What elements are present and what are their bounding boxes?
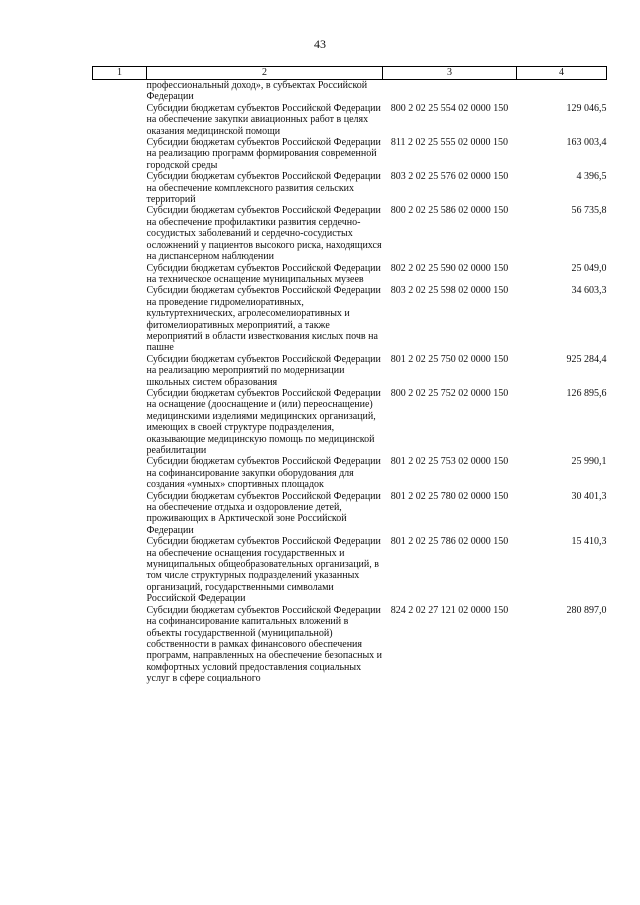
table-row: [93, 263, 607, 286]
row-amount: 25 990,1: [571, 456, 607, 468]
row-amount: 15 410,3: [571, 536, 607, 548]
row-amount: 4 396,5: [576, 171, 607, 183]
row-description: Субсидии бюджетам субъектов Российской Федерации на софинансирование закупки оборудования для создания «умных» спортивных площадок: [146, 456, 381, 491]
row-budget-code: 801 2 02 25 750 02 0000 150: [390, 353, 509, 365]
row-amount: 129 046,5: [566, 102, 607, 114]
row-description: Субсидии бюджетам субъектов Российской Федерации на обеспечение профилактики развития сердечно-сосудистых заболеваний и сердечно-сосудистых осложнений у пациентов высокого риска, находящихся на диспансерном наблюдении: [146, 205, 382, 263]
row-amount: 925 284,4: [566, 353, 607, 365]
table-row: [93, 456, 607, 490]
row-budget-code: 824 2 02 27 121 02 0000 150: [390, 604, 509, 616]
table-row: [93, 171, 607, 205]
row-budget-code: 801 2 02 25 780 02 0000 150: [390, 490, 509, 502]
row-description: Субсидии бюджетам субъектов Российской Федерации на обеспечение оснащения государственных и муниципальных общеобразовательных организаций, в том числе структурных подразделений указанных организаций, государственными символами Российской Федерации: [146, 536, 381, 605]
column-header-2: 2: [147, 67, 383, 80]
row-amount: 280 897,0: [566, 604, 607, 616]
row-description: Субсидии бюджетам субъектов Российской Федерации на реализацию программ формирования современной городской среды: [146, 137, 381, 171]
row-description: Субсидии бюджетам субъектов Российской Федерации на софинансирование капитальных вложений в объекты государственной (муниципальной) собственности в рамках финансового обеспечения программ, направленных на обеспечение безопасных и комфортных условий предоставления социальных услуг в сфере социального: [146, 604, 383, 685]
row-budget-code: 801 2 02 25 786 02 0000 150: [390, 536, 509, 548]
row-budget-code: 800 2 02 25 554 02 0000 150: [390, 102, 509, 114]
table-row: [93, 80, 607, 103]
row-description: Субсидии бюджетам субъектов Российской Федерации на техническое оснащение муниципальных музеев: [146, 262, 381, 285]
row-amount: 25 049,0: [571, 262, 607, 274]
budget-table: [92, 66, 607, 685]
row-amount: 34 603,3: [571, 285, 607, 297]
table-row: [93, 103, 607, 137]
table-row: [93, 605, 607, 685]
row-budget-code: 803 2 02 25 576 02 0000 150: [390, 171, 509, 183]
page-number: 43: [314, 37, 326, 51]
row-budget-code: 803 2 02 25 598 02 0000 150: [390, 285, 509, 297]
row-budget-code: 801 2 02 25 753 02 0000 150: [390, 456, 509, 468]
column-header-4: 4: [517, 67, 607, 80]
row-description: Субсидии бюджетам субъектов Российской Федерации на обеспечение комплексного развития сельских территорий: [146, 171, 381, 206]
row-description: Субсидии бюджетам субъектов Российской Федерации на оснащение (дооснащение и (или) переоснащение) медицинскими изделиями медицинских организаций, имеющих в своей структуре подразделения, оказывающие медицинскую помощь по медицинской реабилитации: [146, 387, 381, 456]
table-header-row: [93, 67, 607, 80]
row-description: профессиональный доход», в субъектах Российской Федерации: [146, 80, 368, 103]
table-row: [93, 205, 607, 262]
row-amount: [517, 80, 607, 103]
row-budget-code: 800 2 02 25 586 02 0000 150: [390, 205, 509, 217]
row-amount: 163 003,4: [566, 137, 607, 149]
row-description: Субсидии бюджетам субъектов Российской Федерации на обеспечение отдыха и оздоровление детей, проживающих в Арктической зоне Российской Федерации: [146, 490, 381, 536]
column-header-1: 1: [93, 67, 147, 80]
row-description: Субсидии бюджетам субъектов Российской Федерации на реализацию мероприятий по модернизации школьных систем образования: [146, 353, 381, 388]
row-description: Субсидии бюджетам субъектов Российской Федерации на обеспечение закупки авиационных работ в целях оказания медицинской помощи: [146, 102, 381, 137]
row-budget-code: [383, 80, 517, 103]
row-amount: 30 401,3: [571, 490, 607, 502]
table-row: [93, 491, 607, 537]
row-budget-code: 811 2 02 25 555 02 0000 150: [390, 137, 509, 149]
row-budget-code: 802 2 02 25 590 02 0000 150: [390, 262, 509, 274]
row-amount: 56 735,8: [571, 205, 607, 217]
row-budget-code: 800 2 02 25 752 02 0000 150: [390, 387, 509, 399]
table-row: [93, 536, 607, 604]
table-row: [93, 354, 607, 388]
row-amount: 126 895,6: [566, 387, 607, 399]
column-header-3: 3: [383, 67, 517, 80]
table-row: [93, 285, 607, 353]
row-description: Субсидии бюджетам субъектов Российской Федерации на проведение гидромелиоративных, культуртехнических, агролесомелиоративных и фитомелиоративных мероприятий, а также мероприятий в области известкования кислых почв на пашне: [146, 285, 381, 354]
table-row: [93, 137, 607, 171]
table-row: [93, 388, 607, 456]
